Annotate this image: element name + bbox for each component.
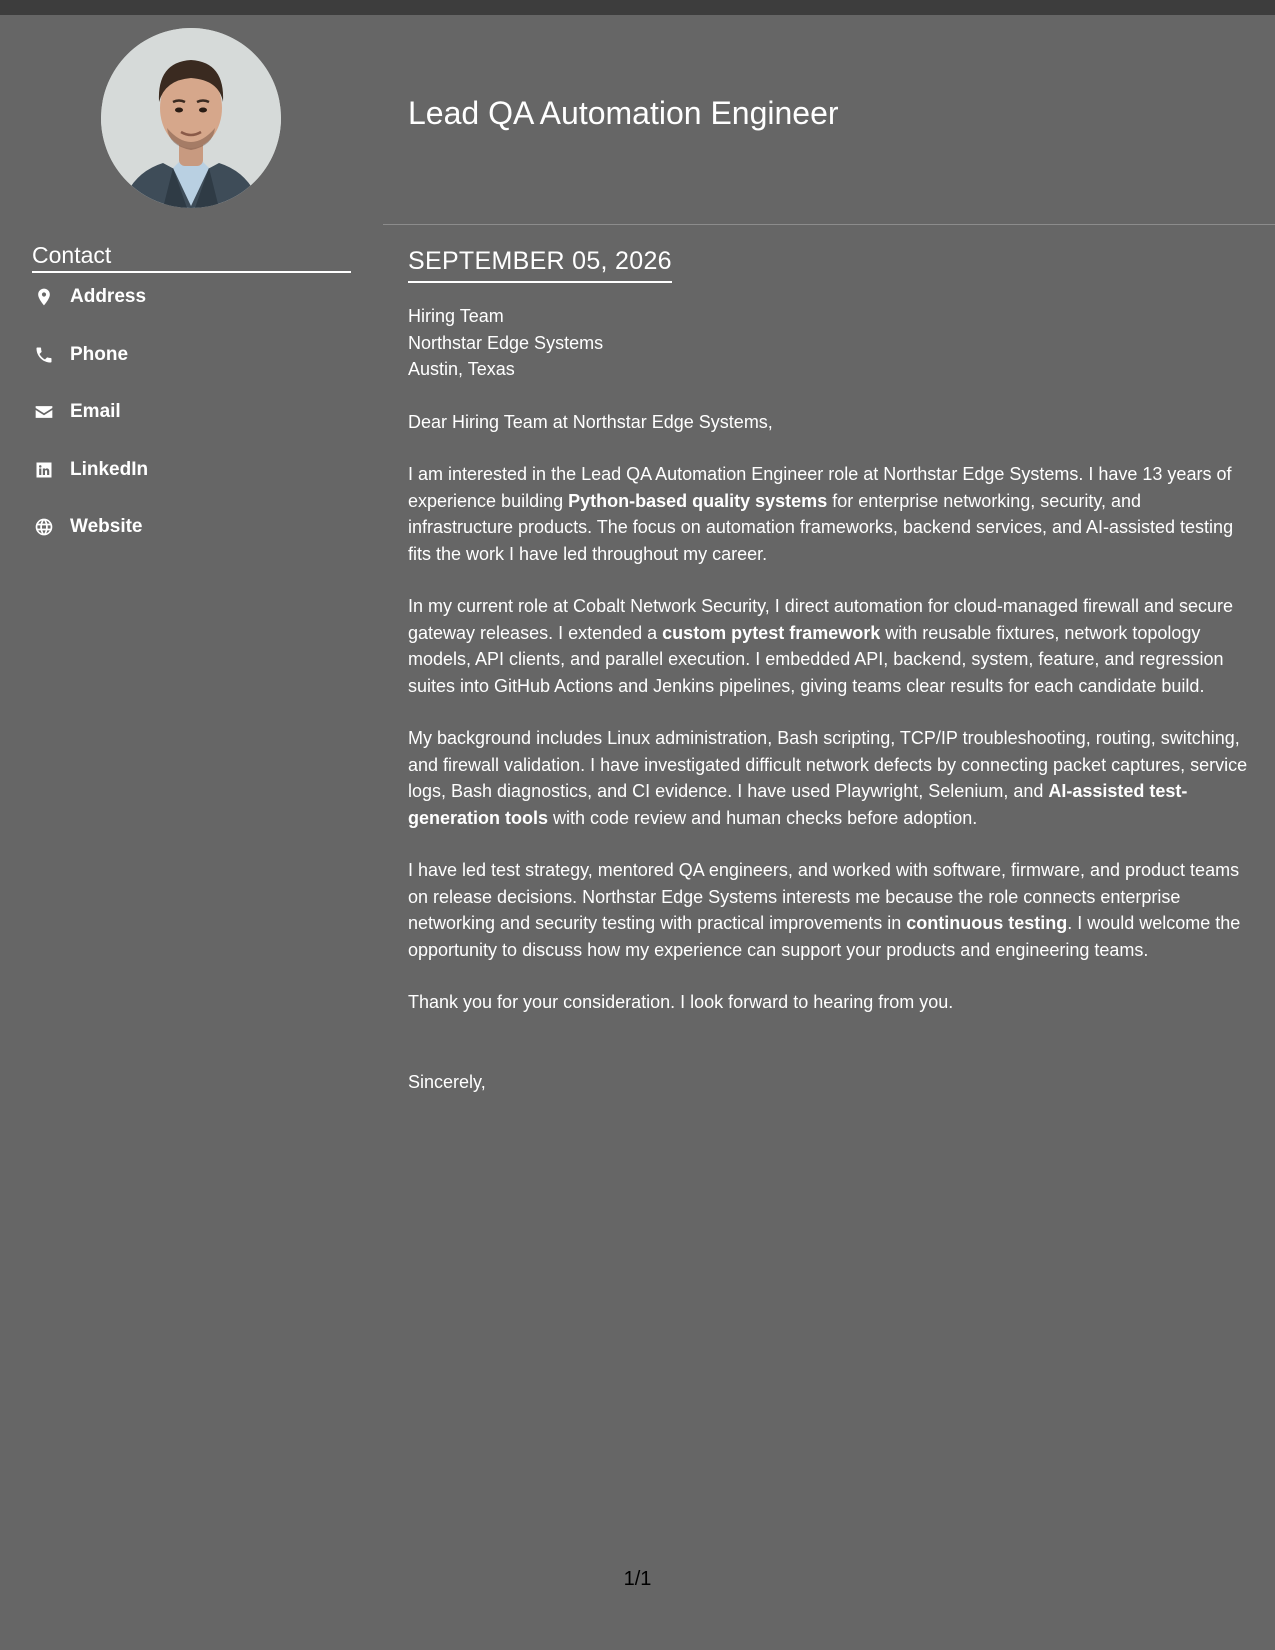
paragraph-text: In my current role at Cobalt Network Security, I direct automation for cloud-managed firewall and secure gateway releases. I extended a <box>408 596 1234 643</box>
thanks-paragraph: Thank you for your consideration. I look forward to hearing from you. <box>408 992 954 1012</box>
contact-list <box>32 282 351 570</box>
envelope-icon <box>32 400 56 424</box>
recipient-line: Hiring Team <box>408 306 504 326</box>
highlight-text: continuous testing <box>906 913 1068 933</box>
body-paragraph <box>408 461 1250 567</box>
globe-icon <box>32 515 56 539</box>
contact-item-address[interactable] <box>32 282 351 312</box>
sidebar <box>0 15 383 1650</box>
contact-label-website: Website <box>70 516 143 537</box>
contact-item-linkedin[interactable] <box>32 455 351 485</box>
paragraph-text: . I would welcome the opportunity to discuss how my experience can support your products and engineering teams. <box>408 913 1241 960</box>
recipient-line: Austin, Texas <box>408 359 515 379</box>
body-paragraph <box>408 725 1250 831</box>
contact-item-phone[interactable] <box>32 340 351 370</box>
body-paragraph <box>408 593 1250 699</box>
letter-body <box>408 303 1250 1121</box>
phone-icon <box>32 343 56 367</box>
highlight-text: Python-based quality systems <box>568 490 828 511</box>
header-divider <box>383 224 1275 225</box>
contact-label-phone: Phone <box>70 343 129 365</box>
contact-label-linkedin: LinkedIn <box>70 458 149 480</box>
highlight-text: custom pytest framework <box>662 622 881 643</box>
contact-item-email[interactable] <box>32 397 351 427</box>
paragraph-text: I have led test strategy, mentored QA engineers, and worked with software, firmware, and product teams on release decisions. Northstar Edge Systems interests me because the role connects enterprise networking and security testing with practical improvements in <box>408 860 1240 933</box>
linkedin-icon <box>32 458 56 482</box>
body-paragraph <box>408 857 1250 963</box>
paragraph-text: I am interested in the Lead QA Automation Engineer role at Northstar Edge Systems. I have 13 years of experience building <box>408 464 1232 511</box>
highlight-text: AI-assisted test-generation tools <box>408 781 1188 828</box>
letter-date: SEPTEMBER 05, 2026 <box>408 245 672 283</box>
contact-heading: Contact <box>32 241 351 273</box>
recipient-block <box>408 303 1250 383</box>
letter-main <box>383 15 1275 1650</box>
contact-item-website[interactable] <box>32 512 351 542</box>
paragraph-text: with reusable fixtures, network topology models, API clients, and parallel execution. I embedded API, backend, system, feature, and regression suites into GitHub Actions and Jenkins pipelines, giving teams clear results for each candidate build. <box>408 622 1224 696</box>
map-pin-icon <box>32 285 56 309</box>
paragraph-text: for enterprise networking, security, and infrastructure products. The focus on automation frameworks, backend services, and AI-assisted testing fits the work I have led throughout my career. <box>408 490 1234 564</box>
recipient-line: Northstar Edge Systems <box>408 332 604 353</box>
contact-label-email: Email <box>70 401 121 422</box>
top-bar <box>0 0 1275 15</box>
job-title: Lead QA Automation Engineer <box>408 95 839 131</box>
paragraph-text: My background includes Linux administration, Bash scripting, TCP/IP troubleshooting, routing, switching, and firewall validation. I have investigated difficult network defects by connecting packet captures, service logs, Bash diagnostics, and CI evidence. I have used Playwright, Selenium, and <box>408 728 1248 801</box>
salutation: Dear Hiring Team at Northstar Edge Systems, <box>408 411 773 432</box>
closing: Sincerely, <box>408 1071 486 1092</box>
contact-label-address: Address <box>70 286 147 307</box>
page-number: 1/1 <box>623 1568 652 1590</box>
paragraph-text: with code review and human checks before adoption. <box>548 807 978 828</box>
avatar <box>101 28 281 208</box>
